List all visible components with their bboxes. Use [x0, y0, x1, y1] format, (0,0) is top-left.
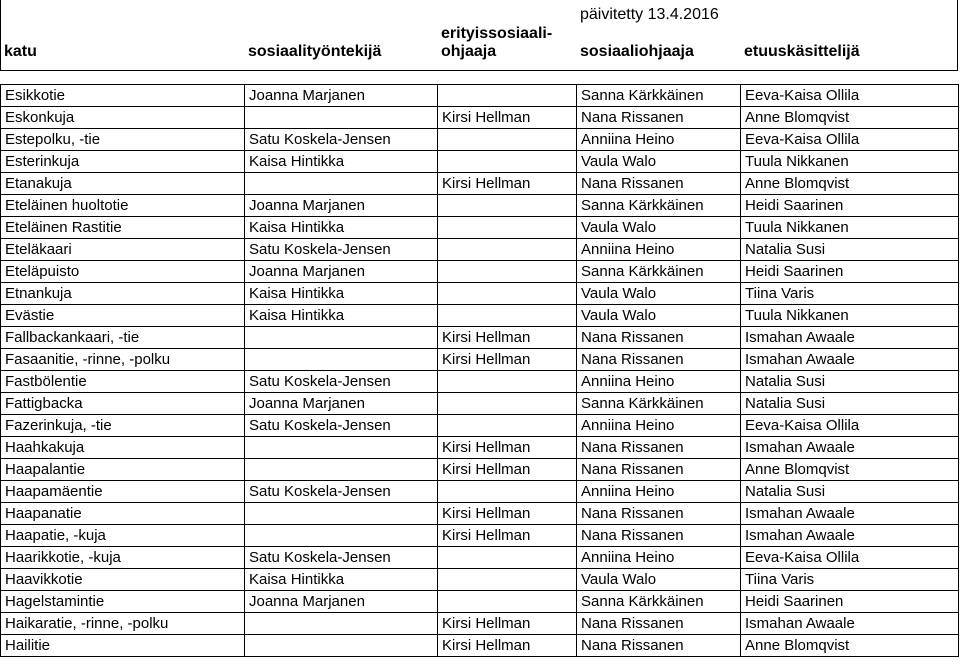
special-social-instructor-cell: [438, 283, 577, 305]
street-cell: Haahkakuja: [1, 437, 245, 459]
social-worker-cell: [245, 459, 438, 481]
social-worker-cell: Joanna Marjanen: [245, 261, 438, 283]
street-cell: Fasaanitie, -rinne, -polku: [1, 349, 245, 371]
special-social-instructor-cell: Kirsi Hellman: [438, 635, 577, 657]
social-worker-cell: Joanna Marjanen: [245, 393, 438, 415]
special-social-instructor-cell: [438, 547, 577, 569]
social-worker-cell: [245, 503, 438, 525]
social-worker-cell: [245, 349, 438, 371]
benefit-handler-cell: Tiina Varis: [741, 283, 959, 305]
benefit-handler-cell: Natalia Susi: [741, 481, 959, 503]
benefit-handler-cell: Ismahan Awaale: [741, 327, 959, 349]
street-cell: Esikkotie: [1, 85, 245, 107]
table-row: [1, 525, 959, 547]
social-instructor-cell: Nana Rissanen: [577, 327, 741, 349]
special-social-instructor-cell: [438, 151, 577, 173]
social-worker-cell: Kaisa Hintikka: [245, 217, 438, 239]
header-sosiaaliohjaaja: sosiaaliohjaaja: [580, 43, 694, 60]
social-instructor-cell: Vaula Walo: [577, 217, 741, 239]
social-worker-cell: Satu Koskela-Jensen: [245, 371, 438, 393]
benefit-handler-cell: Ismahan Awaale: [741, 503, 959, 525]
social-worker-cell: [245, 327, 438, 349]
benefit-handler-cell: Ismahan Awaale: [741, 437, 959, 459]
table-row: [1, 613, 959, 635]
social-instructor-cell: Nana Rissanen: [577, 613, 741, 635]
special-social-instructor-cell: [438, 415, 577, 437]
benefit-handler-cell: Eeva-Kaisa Ollila: [741, 415, 959, 437]
benefit-handler-cell: Ismahan Awaale: [741, 613, 959, 635]
table-row: [1, 415, 959, 437]
benefit-handler-cell: Natalia Susi: [741, 371, 959, 393]
benefit-handler-cell: Tuula Nikkanen: [741, 151, 959, 173]
benefit-handler-cell: Ismahan Awaale: [741, 525, 959, 547]
social-instructor-cell: Anniina Heino: [577, 129, 741, 151]
social-worker-cell: Joanna Marjanen: [245, 85, 438, 107]
street-table: [0, 84, 960, 657]
benefit-handler-cell: Tiina Varis: [741, 569, 959, 591]
social-instructor-cell: Vaula Walo: [577, 151, 741, 173]
social-worker-cell: Satu Koskela-Jensen: [245, 129, 438, 151]
special-social-instructor-cell: Kirsi Hellman: [438, 327, 577, 349]
table-row: [1, 591, 959, 613]
social-worker-cell: [245, 107, 438, 129]
street-cell: Eskonkuja: [1, 107, 245, 129]
special-social-instructor-cell: [438, 217, 577, 239]
street-cell: Haavikkotie: [1, 569, 245, 591]
special-social-instructor-cell: Kirsi Hellman: [438, 503, 577, 525]
social-worker-cell: [245, 173, 438, 195]
header-sosiaalityontekija: sosiaalityöntekijä: [248, 43, 382, 60]
table-row: [1, 437, 959, 459]
street-cell: Eteläkaari: [1, 239, 245, 261]
social-instructor-cell: Nana Rissanen: [577, 107, 741, 129]
benefit-handler-cell: Tuula Nikkanen: [741, 217, 959, 239]
table-row: [1, 503, 959, 525]
social-instructor-cell: Nana Rissanen: [577, 525, 741, 547]
benefit-handler-cell: Eeva-Kaisa Ollila: [741, 547, 959, 569]
social-worker-cell: Satu Koskela-Jensen: [245, 415, 438, 437]
street-cell: Esterinkuja: [1, 151, 245, 173]
social-instructor-cell: Anniina Heino: [577, 371, 741, 393]
table-row: [1, 371, 959, 393]
social-instructor-cell: Anniina Heino: [577, 481, 741, 503]
special-social-instructor-cell: [438, 371, 577, 393]
social-instructor-cell: Nana Rissanen: [577, 503, 741, 525]
social-instructor-cell: Nana Rissanen: [577, 173, 741, 195]
social-instructor-cell: Anniina Heino: [577, 415, 741, 437]
benefit-handler-cell: Eeva-Kaisa Ollila: [741, 129, 959, 151]
special-social-instructor-cell: Kirsi Hellman: [438, 173, 577, 195]
street-cell: Eteläinen huoltotie: [1, 195, 245, 217]
special-social-instructor-cell: [438, 261, 577, 283]
social-instructor-cell: Anniina Heino: [577, 547, 741, 569]
social-worker-cell: Kaisa Hintikka: [245, 569, 438, 591]
social-instructor-cell: Nana Rissanen: [577, 635, 741, 657]
table-row: [1, 635, 959, 657]
benefit-handler-cell: Anne Blomqvist: [741, 635, 959, 657]
social-instructor-cell: Sanna Kärkkäinen: [577, 195, 741, 217]
social-instructor-cell: Vaula Walo: [577, 305, 741, 327]
table-row: [1, 217, 959, 239]
social-instructor-cell: Vaula Walo: [577, 283, 741, 305]
social-worker-cell: Joanna Marjanen: [245, 591, 438, 613]
social-instructor-cell: Anniina Heino: [577, 239, 741, 261]
social-instructor-cell: Vaula Walo: [577, 569, 741, 591]
street-cell: Estepolku, -tie: [1, 129, 245, 151]
benefit-handler-cell: Natalia Susi: [741, 239, 959, 261]
street-cell: Eteläinen Rastitie: [1, 217, 245, 239]
header-erityissosiaaliohjaaja-line1: erityissosiaali-: [441, 25, 553, 42]
social-instructor-cell: Nana Rissanen: [577, 437, 741, 459]
street-cell: Haapalantie: [1, 459, 245, 481]
table-row: [1, 85, 959, 107]
street-cell: Hailitie: [1, 635, 245, 657]
social-worker-cell: Joanna Marjanen: [245, 195, 438, 217]
social-worker-cell: Satu Koskela-Jensen: [245, 481, 438, 503]
table-row: [1, 151, 959, 173]
social-worker-cell: Kaisa Hintikka: [245, 283, 438, 305]
special-social-instructor-cell: [438, 85, 577, 107]
table-row: [1, 349, 959, 371]
special-social-instructor-cell: Kirsi Hellman: [438, 437, 577, 459]
benefit-handler-cell: Heidi Saarinen: [741, 591, 959, 613]
updated-date: päivitetty 13.4.2016: [580, 6, 719, 23]
social-worker-cell: [245, 635, 438, 657]
table-row: [1, 283, 959, 305]
street-cell: Haapatie, -kuja: [1, 525, 245, 547]
table-row: [1, 173, 959, 195]
social-instructor-cell: Sanna Kärkkäinen: [577, 85, 741, 107]
street-cell: Fastbölentie: [1, 371, 245, 393]
special-social-instructor-cell: Kirsi Hellman: [438, 613, 577, 635]
social-instructor-cell: Sanna Kärkkäinen: [577, 261, 741, 283]
street-cell: Haapanatie: [1, 503, 245, 525]
table-row: [1, 393, 959, 415]
social-worker-cell: Kaisa Hintikka: [245, 305, 438, 327]
benefit-handler-cell: Anne Blomqvist: [741, 173, 959, 195]
table-row: [1, 327, 959, 349]
street-cell: Hagelstamintie: [1, 591, 245, 613]
social-instructor-cell: Nana Rissanen: [577, 349, 741, 371]
social-worker-cell: Kaisa Hintikka: [245, 151, 438, 173]
table-row: [1, 459, 959, 481]
special-social-instructor-cell: [438, 195, 577, 217]
street-cell: Haarikkotie, -kuja: [1, 547, 245, 569]
social-instructor-cell: Sanna Kärkkäinen: [577, 393, 741, 415]
street-cell: Haapamäentie: [1, 481, 245, 503]
special-social-instructor-cell: Kirsi Hellman: [438, 107, 577, 129]
street-cell: Fazerinkuja, -tie: [1, 415, 245, 437]
street-cell: Etanakuja: [1, 173, 245, 195]
benefit-handler-cell: Ismahan Awaale: [741, 349, 959, 371]
benefit-handler-cell: Heidi Saarinen: [741, 195, 959, 217]
table-row: [1, 239, 959, 261]
street-cell: Etnankuja: [1, 283, 245, 305]
table-row: [1, 261, 959, 283]
table-row: [1, 481, 959, 503]
benefit-handler-cell: Eeva-Kaisa Ollila: [741, 85, 959, 107]
social-instructor-cell: Sanna Kärkkäinen: [577, 591, 741, 613]
special-social-instructor-cell: Kirsi Hellman: [438, 459, 577, 481]
street-cell: Haikaratie, -rinne, -polku: [1, 613, 245, 635]
table-row: [1, 547, 959, 569]
header-erityissosiaaliohjaaja-line2: ohjaaja: [441, 43, 497, 60]
special-social-instructor-cell: [438, 305, 577, 327]
special-social-instructor-cell: [438, 569, 577, 591]
header-katu: katu: [4, 43, 37, 60]
header-etuuskasittelija: etuuskäsittelijä: [744, 43, 860, 60]
table-row: [1, 305, 959, 327]
special-social-instructor-cell: [438, 481, 577, 503]
benefit-handler-cell: Heidi Saarinen: [741, 261, 959, 283]
table-row: [1, 569, 959, 591]
table-row: [1, 195, 959, 217]
street-cell: Fattigbacka: [1, 393, 245, 415]
special-social-instructor-cell: [438, 393, 577, 415]
social-worker-cell: Satu Koskela-Jensen: [245, 239, 438, 261]
social-worker-cell: Satu Koskela-Jensen: [245, 547, 438, 569]
social-instructor-cell: Nana Rissanen: [577, 459, 741, 481]
benefit-handler-cell: Anne Blomqvist: [741, 107, 959, 129]
benefit-handler-cell: Natalia Susi: [741, 393, 959, 415]
special-social-instructor-cell: [438, 591, 577, 613]
social-worker-cell: [245, 437, 438, 459]
special-social-instructor-cell: [438, 129, 577, 151]
benefit-handler-cell: Tuula Nikkanen: [741, 305, 959, 327]
street-cell: Evästie: [1, 305, 245, 327]
benefit-handler-cell: Anne Blomqvist: [741, 459, 959, 481]
social-worker-cell: [245, 613, 438, 635]
street-cell: Fallbackankaari, -tie: [1, 327, 245, 349]
table-row: [1, 107, 959, 129]
special-social-instructor-cell: Kirsi Hellman: [438, 525, 577, 547]
street-cell: Eteläpuisto: [1, 261, 245, 283]
special-social-instructor-cell: [438, 239, 577, 261]
social-worker-cell: [245, 525, 438, 547]
table-row: [1, 129, 959, 151]
special-social-instructor-cell: Kirsi Hellman: [438, 349, 577, 371]
